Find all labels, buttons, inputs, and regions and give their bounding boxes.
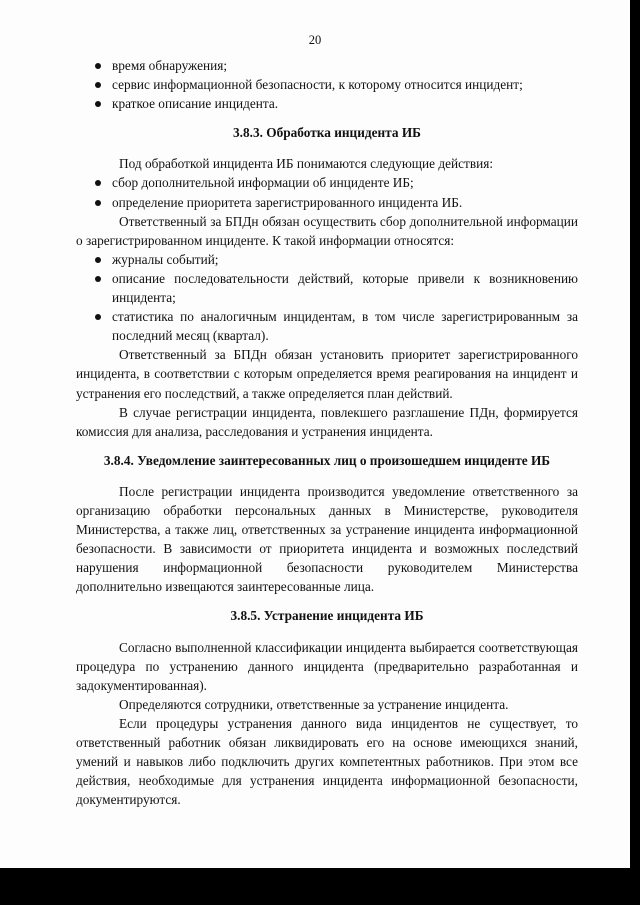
bullet-list-info [76,250,578,345]
list-item: сервис информационной безопасности, к которому относится инцидент; [76,75,578,94]
paragraph: Под обработкой инцидента ИБ понимаются следующие действия: [119,156,494,172]
page-content [76,56,578,809]
bullet-icon [95,63,101,69]
bullet-icon [95,82,101,88]
list-item: краткое описание инцидента. [76,94,578,113]
bullet-icon [95,257,101,263]
paragraph: Ответственный за БПДн обязан осуществить сбор дополнительной информации о зарегистрированном инциденте. К такой информации относятся: [76,213,578,248]
section-heading-3-8-5: 3.8.5. Устранение инцидента ИБ [230,608,424,624]
bullet-icon [95,180,101,186]
list-item: статистика по аналогичным инцидентам, в том числе зарегистрированным за последний месяц (квартал). [76,307,578,345]
paragraph: После регистрации инцидента производится уведомление ответственного за организацию обработки персональных данных в Министерстве, руководителя Министерства, а также лиц, ответственных за устранение инцидента информационной безопасности. В зависимости от приоритета инцидента и возможных последствий нарушения информационной безопасности руководителем Министерства дополнительно извещаются заинтересованные лица. [76,483,578,595]
section-heading-3-8-4: 3.8.4. Уведомление заинтересованных лиц о произошедшем инциденте ИБ [103,452,551,468]
section-heading-3-8-3: 3.8.3. Обработка инцидента ИБ [233,125,421,141]
paragraph: В случае регистрации инцидента, повлекшего разглашение ПДн, формируется комиссия для анализа, расследования и устранения инцидента. [76,404,578,439]
paragraph: Согласно выполненной классификации инцидента выбирается соответствующая процедура по устранению данного инцидента (предварительно разработанная и задокументированная). [76,639,578,693]
bullet-icon [95,276,101,282]
list-item: сбор дополнительной информации об инциденте ИБ; [76,173,578,192]
bullet-list-incident-fields [76,56,578,113]
page-number: 20 [308,33,322,47]
list-item: определение приоритета зарегистрированного инцидента ИБ. [76,193,578,212]
list-item: журналы событий; [76,250,578,269]
bullet-icon [95,314,101,320]
list-item: описание последовательности действий, которые привели к возникновению инцидента; [76,269,578,307]
bullet-icon [95,200,101,206]
list-item: время обнаружения; [76,56,578,75]
bullet-icon [95,101,101,107]
bullet-list-actions [76,173,578,211]
paragraph: Определяются сотрудники, ответственные за устранение инцидента. [119,696,509,712]
paragraph: Ответственный за БПДн обязан установить приоритет зарегистрированного инцидента, в соответствии с которым определяется время реагирования на инцидент и устранения его последствий, а также определяется план действий. [76,347,578,401]
paragraph: Если процедуры устранения данного вида инцидентов не существует, то ответственный работник обязан ликвидировать его на основе имеющихся знаний, умений и навыков либо подключить других компетентных работников. При этом все действия, необходимые для устранения инцидента информационной безопасности, документируются. [76,715,578,808]
